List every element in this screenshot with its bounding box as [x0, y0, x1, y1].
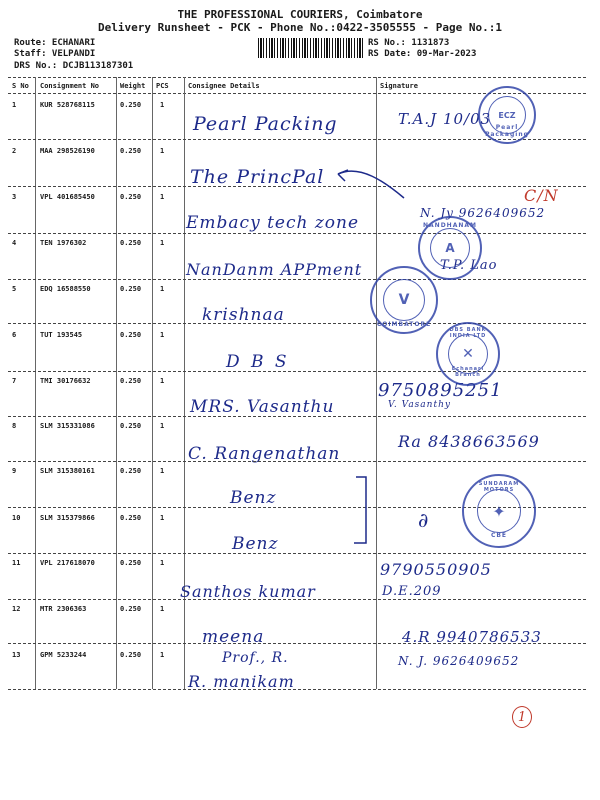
stamp-center: ECZ: [488, 96, 526, 134]
row-weight: 0.250: [120, 377, 142, 385]
nandhanam-stamp: [418, 216, 482, 280]
company-line: THE PROFESSIONAL COURIERS, Coimbatore: [177, 8, 423, 21]
row-divider: [8, 371, 586, 372]
row-pcs: 1: [160, 559, 165, 567]
row-consignee: meena: [202, 627, 265, 647]
row-divider: [8, 599, 586, 600]
stamp-ring-text: DBS BANK INDIA LTD: [449, 327, 487, 339]
row-consignment: SLM 315379866: [40, 514, 95, 522]
signature-row-13: N. J. 9626409652: [398, 654, 520, 668]
staff-label: Staff: VELPANDI: [14, 49, 96, 59]
row-weight: 0.250: [120, 285, 142, 293]
row-consignment: EDQ 16588550: [40, 285, 91, 293]
rs-date: RS Date: 09-Mar-2023: [368, 49, 477, 59]
row-consignee: D B S: [226, 352, 290, 372]
stamp-sub-text: Echanari Branch: [451, 366, 485, 378]
row-weight: 0.250: [120, 605, 142, 613]
row-weight: 0.250: [120, 559, 142, 567]
col-header-consignment: Consignment No: [40, 82, 100, 90]
row-pcs: 1: [160, 651, 165, 659]
row-sno: 8: [12, 422, 17, 430]
col-divider-sno: [35, 77, 36, 689]
stamp-ring-text: NANDHANAM: [423, 222, 477, 229]
row-divider: [8, 279, 586, 280]
row-divider: [8, 186, 586, 187]
signature-row-7-name: V. Vasanthy: [388, 400, 451, 410]
row-consignee: MRS. Vasanthu: [190, 397, 335, 417]
row-consignee: Santhos kumar: [180, 582, 316, 601]
signature-row-1: T.A.J 10/03: [398, 110, 492, 128]
pearl-packaging-stamp: [478, 86, 536, 144]
signature-row-4: T.P. Lao: [440, 258, 498, 273]
row-weight: 0.250: [120, 147, 142, 155]
row-sno: 1: [12, 101, 17, 109]
row-weight: 0.250: [120, 101, 142, 109]
stamp-center: A: [430, 228, 470, 268]
row-pcs: 1: [160, 467, 165, 475]
col-header-weight: Weight: [120, 82, 146, 90]
row-consignee: The PrincPal: [190, 166, 325, 188]
row-sno: 6: [12, 331, 17, 339]
row-pcs: 1: [160, 285, 165, 293]
barcode-image: [258, 38, 363, 58]
arrow-annotation: [330, 160, 410, 200]
row-sno: 2: [12, 147, 17, 155]
sundaram-motors-stamp: [462, 474, 536, 548]
row-consignment: VPL 401685450: [40, 193, 95, 201]
drs-number: DRS No.: DCJB113187301: [14, 61, 134, 71]
dbs-bank-stamp: [436, 322, 500, 386]
row-sno: 4: [12, 239, 17, 247]
row-consignee: Benz: [230, 488, 277, 508]
row-weight: 0.250: [120, 514, 142, 522]
row-consignee: Pearl Packing: [193, 113, 338, 135]
document-title: [0, 8, 600, 34]
col-header-sno: S No: [12, 82, 29, 90]
rs-number: RS No.: 1131873: [368, 38, 450, 48]
row-consignment: SLM 315331086: [40, 422, 95, 430]
row-weight: 0.250: [120, 422, 142, 430]
row-sno: 9: [12, 467, 17, 475]
star-logo-icon: ✦: [492, 501, 506, 521]
row-pcs: 1: [160, 239, 165, 247]
row-pcs: 1: [160, 514, 165, 522]
row-weight: 0.250: [120, 467, 142, 475]
row-pcs: 1: [160, 422, 165, 430]
row-pcs: 1: [160, 147, 165, 155]
row-consignment: MAA 298526190: [40, 147, 95, 155]
row-divider: [8, 689, 586, 690]
row-divider: [8, 233, 586, 234]
signature-row-7-number: 9750895251: [378, 380, 503, 401]
stamp-sub-text: CBE: [490, 532, 508, 539]
row-sno: 10: [12, 514, 21, 522]
route-label: Route: ECHANARI: [14, 38, 96, 48]
col-header-consignee: Consignee Details: [188, 82, 260, 90]
row-weight: 0.250: [120, 239, 142, 247]
row-pcs: 1: [160, 331, 165, 339]
page-circle-mark: [512, 706, 532, 728]
col-header-pcs: PCS: [156, 82, 169, 90]
row-consignment: TUT 193545: [40, 331, 83, 339]
row-pcs: 1: [160, 605, 165, 613]
row-weight: 0.250: [120, 651, 142, 659]
runsheet-line: Delivery Runsheet - PCK - Phone No.:0422-3505555 - Page No.:1: [98, 21, 502, 34]
row-weight: 0.250: [120, 193, 142, 201]
row-consignee-line2: R. manikam: [188, 672, 295, 691]
bracket-annotation: [352, 475, 372, 547]
row-consignment: KUR 528768115: [40, 101, 95, 109]
row-sno: 11: [12, 559, 21, 567]
col-header-signature: Signature: [380, 82, 418, 90]
row-weight: 0.250: [120, 331, 142, 339]
col-divider-consignment: [116, 77, 117, 689]
row-divider: [8, 416, 586, 417]
row-pcs: 1: [160, 377, 165, 385]
krishnaa-stamp: [370, 266, 438, 334]
stamp-ring-text: Pearl Packaging: [485, 124, 529, 138]
row-sno: 7: [12, 377, 17, 385]
row-consignment: GPM 5233244: [40, 651, 87, 659]
row-sno: 12: [12, 605, 21, 613]
stamp-center: V: [383, 279, 425, 321]
signature-row-3: N. Jy 9626409652: [420, 206, 546, 220]
row-consignee: Embacy tech zone: [186, 213, 360, 233]
table-top-line: [8, 77, 586, 78]
stamp-ring-text: SUNDARAM MOTORS: [478, 481, 520, 493]
row-consignment: MTR 2306363: [40, 605, 87, 613]
row-consignee: Benz: [232, 534, 279, 554]
row-consignment: TEN 1976302: [40, 239, 87, 247]
row-sno: 3: [12, 193, 17, 201]
signature-row-12: 4.R 9940786533: [402, 628, 542, 646]
row-consignee: C. Rangenathan: [188, 444, 341, 464]
stamp-center: [477, 489, 521, 533]
row-consignee: krishnaa: [202, 305, 285, 325]
row-divider: [8, 553, 586, 554]
row-sno: 13: [12, 651, 21, 659]
row-consignee: Prof., R.: [222, 650, 289, 666]
row-consignment: VPL 217618070: [40, 559, 95, 567]
signature-row-10: ∂: [418, 508, 430, 532]
signature-row-8: Ra 8438663569: [398, 432, 540, 451]
row-divider: [8, 323, 586, 324]
signature-row-11-mark: D.E.209: [382, 584, 442, 599]
row-consignment: TMI 30176632: [40, 377, 91, 385]
page-mark-text: 1: [517, 709, 527, 725]
row-consignment: SLM 315380161: [40, 467, 95, 475]
row-pcs: 1: [160, 193, 165, 201]
signature-row-3-note: C/N: [524, 186, 559, 205]
signature-row-11-number: 9790550905: [380, 560, 492, 579]
col-divider-weight: [152, 77, 153, 689]
row-pcs: 1: [160, 101, 165, 109]
row-sno: 5: [12, 285, 17, 293]
dbs-logo-icon: ✕: [462, 346, 474, 362]
row-divider: [8, 461, 586, 462]
stamp-ring-text: COIMBATORE: [376, 321, 432, 328]
row-consignee: NanDanm APPment: [186, 260, 363, 279]
